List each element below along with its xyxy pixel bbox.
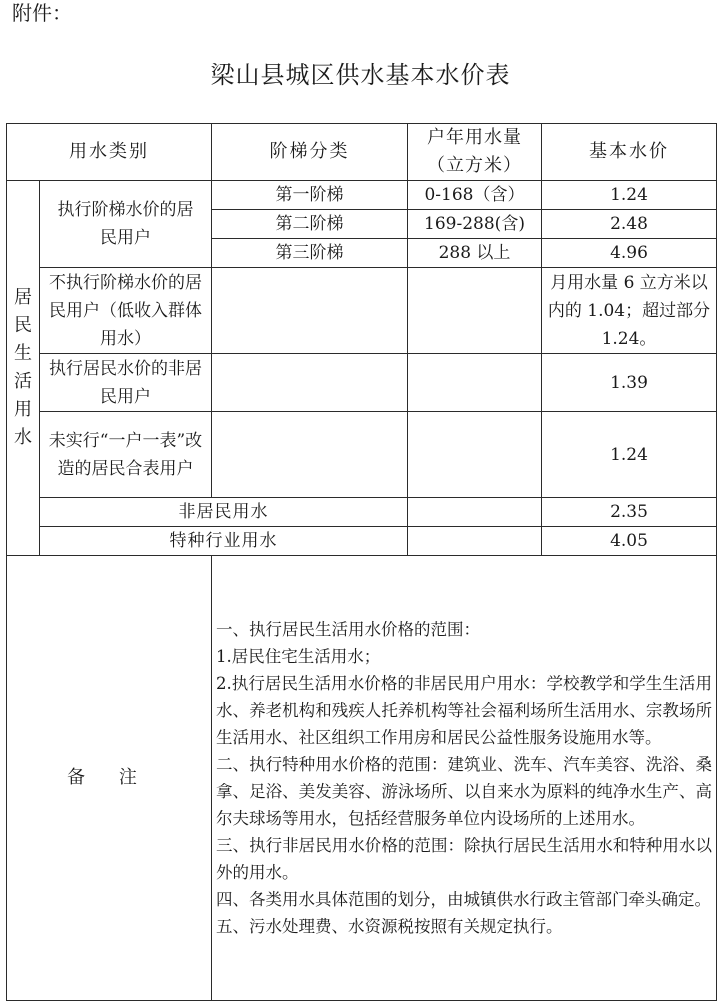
table-header-row xyxy=(7,124,717,181)
remark-line: 一、执行居民生活用水价格的范围： xyxy=(216,620,480,639)
table-row xyxy=(7,412,717,498)
low-income-category: 不执行阶梯水价的居民用户（低收入群体用水） xyxy=(40,268,212,354)
remarks-content xyxy=(212,556,717,1001)
group-char: 居 xyxy=(14,287,32,308)
empty-cell xyxy=(408,354,542,412)
empty-cell xyxy=(212,412,408,498)
group-char: 用 xyxy=(14,399,32,420)
tier-volume: 0-168（含） xyxy=(408,181,542,210)
tier-volume: 288 以上 xyxy=(408,239,542,268)
tier-price: 1.24 xyxy=(542,181,717,210)
special-industry-category: 特种行业用水 xyxy=(40,527,408,556)
group-char: 生 xyxy=(14,343,32,364)
header-category: 用水类别 xyxy=(7,124,212,181)
remark-line: 2.执行居民生活用水价格的非居民用户用水：学校教学和学生生活用水、养老机构和残疾人托养机构等社会福利场所生活用水、宗教场所生活用水、社区组织工作用房和居民公益性服务设施用水等。 xyxy=(216,674,712,747)
attachment-label: 附件： xyxy=(12,1,72,25)
table-row xyxy=(7,527,717,556)
tier-name: 第一阶梯 xyxy=(212,181,408,210)
special-industry-price: 4.05 xyxy=(542,527,717,556)
remark-line: 二、执行特种用水价格的范围：建筑业、洗车、汽车美容、洗浴、桑拿、足浴、美发美容、游泳场所、以自来水为原料的纯净水生产、高尔夫球场等用水，包括经营服务单位内设场所的上述用水。 xyxy=(216,755,712,828)
tier-volume: 169-288(含) xyxy=(408,210,542,239)
table-row xyxy=(7,268,717,354)
group-char: 民 xyxy=(14,315,32,336)
remark-line: 五、污水处理费、水资源税按照有关规定执行。 xyxy=(216,917,563,936)
tier-price: 2.48 xyxy=(542,210,717,239)
group-char: 活 xyxy=(14,371,32,392)
nonres-at-res-category: 执行居民水价的非居民用户 xyxy=(40,354,212,412)
remark-line: 四、各类用水具体范围的划分，由城镇供水行政主管部门牵头确定。 xyxy=(216,890,711,909)
shared-meter-category: 未实行“一户一表”改造的居民合表用户 xyxy=(40,412,212,498)
tiered-user-category: 执行阶梯水价的居民用户 xyxy=(40,181,212,268)
empty-cell xyxy=(408,412,542,498)
remarks-label: 备 注 xyxy=(7,556,212,1001)
empty-cell xyxy=(212,354,408,412)
group-char: 水 xyxy=(14,427,32,448)
header-price: 基本水价 xyxy=(542,124,717,181)
table-row xyxy=(7,498,717,527)
shared-meter-price: 1.24 xyxy=(542,412,717,498)
table-row xyxy=(7,181,717,210)
remark-line: 1.居民住宅生活用水； xyxy=(216,647,381,666)
non-residential-price: 2.35 xyxy=(542,498,717,527)
empty-cell xyxy=(408,498,542,527)
empty-cell xyxy=(212,268,408,354)
nonres-at-res-price: 1.39 xyxy=(542,354,717,412)
header-volume: 户年用水量（立方米） xyxy=(408,124,542,181)
remark-line: 三、执行非居民用水价格的范围：除执行居民生活用水和特种用水以外的用水。 xyxy=(216,836,712,882)
remarks-row xyxy=(7,556,717,1001)
empty-cell xyxy=(408,527,542,556)
tier-price: 4.96 xyxy=(542,239,717,268)
empty-cell xyxy=(408,268,542,354)
table-row xyxy=(7,354,717,412)
non-residential-category: 非居民用水 xyxy=(40,498,408,527)
water-price-table xyxy=(6,123,717,1001)
low-income-price: 月用水量 6 立方米以内的 1.04；超过部分 1.24。 xyxy=(542,268,717,354)
tier-name: 第二阶梯 xyxy=(212,210,408,239)
residential-group-label xyxy=(7,181,40,556)
page-title: 梁山县城区供水基本水价表 xyxy=(210,61,511,89)
header-tier: 阶梯分类 xyxy=(212,124,408,181)
tier-name: 第三阶梯 xyxy=(212,239,408,268)
